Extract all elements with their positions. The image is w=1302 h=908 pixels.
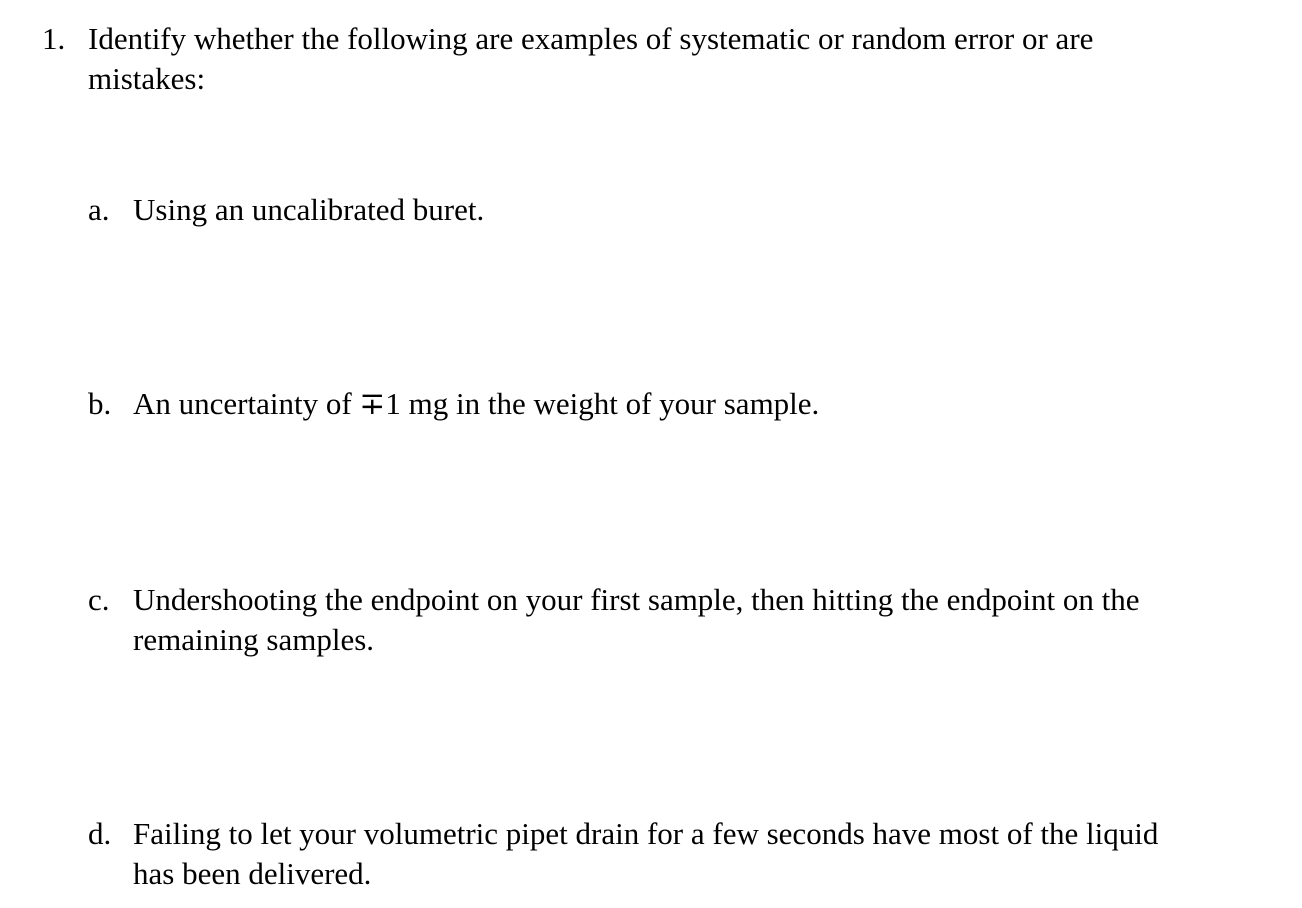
part-c xyxy=(88,580,1188,660)
question-1 xyxy=(42,19,1242,99)
part-a xyxy=(88,190,1188,230)
part-text: Undershooting the endpoint on your first sample, then hitting the endpoint on the remaining samples. xyxy=(133,582,1140,657)
part-letter: b. xyxy=(88,386,112,421)
part-text: An uncertainty of ∓1 mg in the weight of your sample. xyxy=(133,386,820,421)
question-text: Identify whether the following are examples of systematic or random error or are mistakes: xyxy=(88,21,1094,96)
part-letter: d. xyxy=(88,816,112,851)
part-text: Failing to let your volumetric pipet drain for a few seconds have most of the liquid has been delivered. xyxy=(133,816,1159,891)
part-letter: c. xyxy=(88,582,110,617)
part-letter: a. xyxy=(88,192,110,227)
question-number: 1. xyxy=(42,21,66,56)
part-d xyxy=(88,814,1188,894)
part-text: Using an uncalibrated buret. xyxy=(133,192,485,227)
part-b xyxy=(88,384,1188,424)
